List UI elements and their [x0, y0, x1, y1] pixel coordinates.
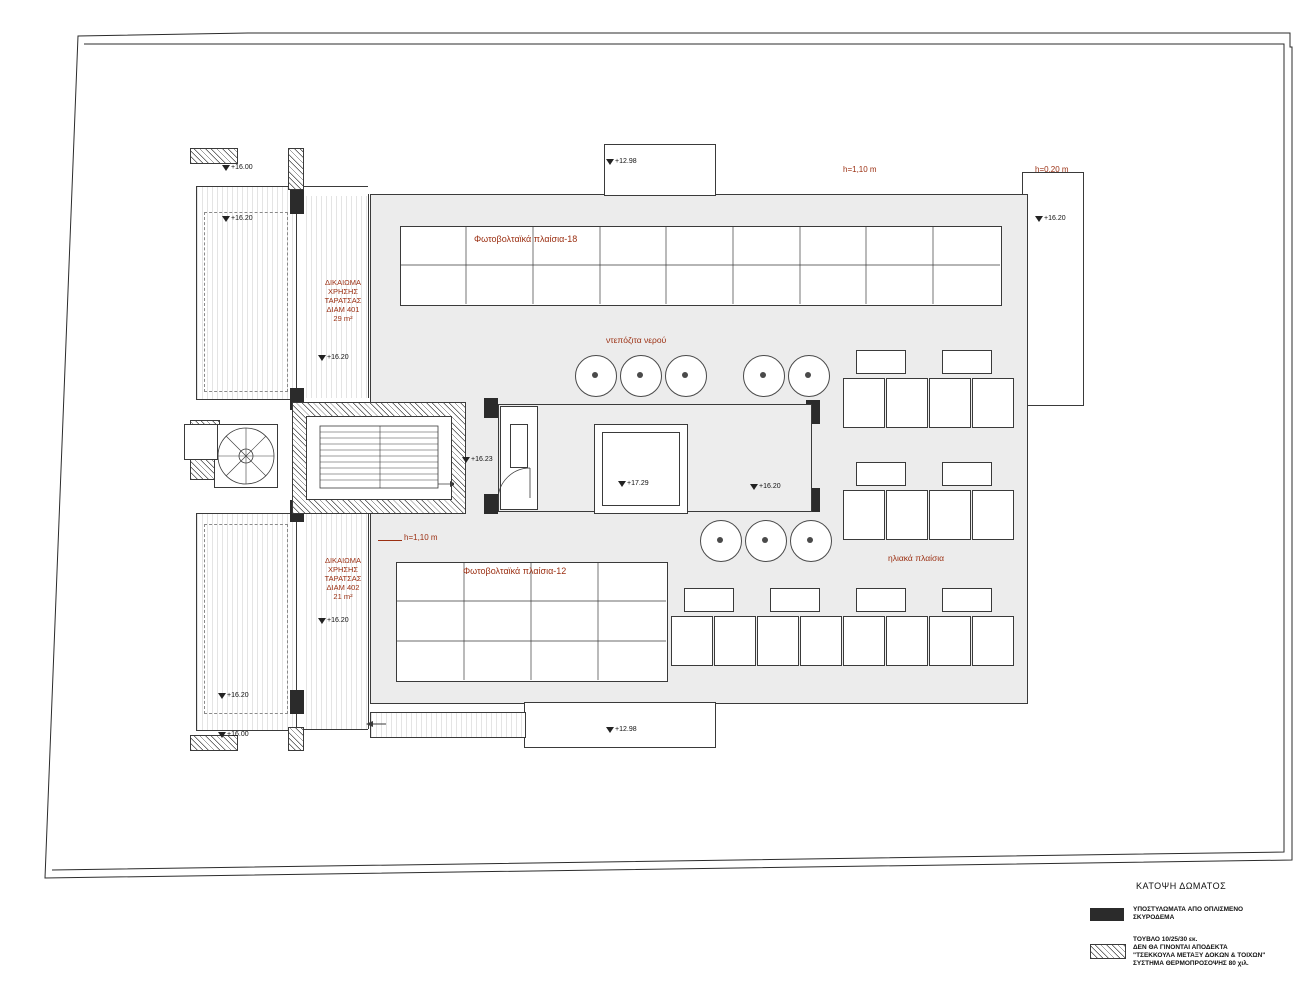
solar-panel [929, 490, 971, 540]
elevation-value: +16.00 [227, 731, 249, 738]
legend-text-concrete [1133, 906, 1243, 922]
solar-panel [972, 616, 1014, 666]
column [290, 190, 304, 214]
pv18-label: Φωτοβολταϊκά πλαίσια-18 [474, 234, 578, 244]
elevation-marker [750, 483, 781, 490]
solar-panel [856, 350, 906, 374]
elevation-value: +16.20 [227, 692, 249, 699]
solar-panel [942, 350, 992, 374]
brick-block [288, 148, 304, 190]
legend-brick-l4: ΣΥΣΤΗΜΑ ΘΕΡΜΟΠΡΟΣΟΨΗΣ 80 χιλ. [1133, 960, 1249, 967]
rights-402-l3: ΤΑΡΑΤΣΑΣ [324, 574, 362, 583]
elevation-value: +16.00 [231, 164, 253, 171]
tank-center [717, 537, 723, 543]
elevation-marker [606, 726, 637, 733]
brick-block [190, 148, 238, 164]
legend-text-brick [1133, 936, 1265, 968]
legend-brick-l1: ΤΟΥΒΛΟ 10/25/30 εκ. [1133, 936, 1198, 943]
solar-panel [972, 490, 1014, 540]
stair-treads [306, 416, 454, 502]
spiral-stair-icon [212, 422, 280, 490]
solar-panel [929, 378, 971, 428]
solar-panel [684, 588, 734, 612]
roof-hatch-inner [602, 432, 680, 506]
solar-panel [843, 490, 885, 540]
solar-panel [886, 490, 928, 540]
legend-concrete-l2: ΣΚΥΡΟΔΕΜΑ [1133, 914, 1175, 921]
rights-402-text [310, 556, 376, 601]
solar-panels-label: ηλιακά πλαίσια [888, 553, 945, 563]
solar-panel [886, 378, 928, 428]
wall-line [296, 729, 368, 730]
elevation-marker [222, 164, 253, 171]
legend-brick-l2: ΔΕΝ ΘΑ ΓΙΝΟΝΤΑΙ ΑΠΟΔΕΚΤΑ [1133, 944, 1228, 951]
rights-401-l5: 29 m² [333, 314, 353, 323]
elevation-value: +16.23 [471, 456, 493, 463]
solar-panel [671, 616, 713, 666]
rights-402-l4: ΔΙΑΜ 402 [326, 583, 360, 592]
tank-center [760, 372, 766, 378]
solar-panel [757, 616, 799, 666]
tank-center [637, 372, 643, 378]
tank-center [762, 537, 768, 543]
tank-center [807, 537, 813, 543]
solar-panel [929, 616, 971, 666]
legend-brick-l3: "ΤΣΕΚΚΟΥΛΑ ΜΕΤΑΞΥ ΔΟΚΩΝ & ΤΟΙΧΩΝ" [1133, 952, 1266, 959]
solar-panel [714, 616, 756, 666]
solar-panel [800, 616, 842, 666]
column [484, 398, 498, 418]
rights-401-l4: ΔΙΑΜ 401 [326, 305, 360, 314]
elevation-marker [1035, 215, 1066, 222]
pv12-label: Φωτοβολταϊκά πλαίσια-12 [463, 566, 567, 576]
rights-401-l3: ΤΑΡΑΤΣΑΣ [324, 296, 362, 305]
legend-swatch-concrete [1090, 908, 1124, 921]
pv-array-12-grid [396, 562, 667, 681]
projection-bottom [524, 702, 716, 748]
elevation-value: +12.98 [615, 158, 637, 165]
brick-block [288, 727, 304, 751]
terrace-401-dashed [204, 212, 288, 392]
elevation-value: +16.20 [231, 215, 253, 222]
elevation-value: +16.20 [1044, 215, 1066, 222]
rights-402-l2: ΧΡΗΣΗΣ [327, 565, 359, 574]
terrace-402-dashed [204, 524, 288, 714]
solar-panel [856, 462, 906, 486]
rights-401-text [310, 278, 376, 323]
tank-center [682, 372, 688, 378]
height-note-mid: h=1,10 m [404, 533, 438, 542]
elevation-marker [606, 158, 637, 165]
solar-panel [856, 588, 906, 612]
elevation-value: +17.29 [627, 480, 649, 487]
direction-arrow [364, 716, 388, 732]
solar-panel [972, 378, 1014, 428]
tank-center [592, 372, 598, 378]
leader-line [378, 540, 402, 541]
bottom-stair-strip [370, 712, 526, 738]
height-note-top: h=1,10 m [843, 165, 877, 174]
tank-center [805, 372, 811, 378]
solar-panel [843, 378, 885, 428]
elevation-marker [462, 456, 493, 463]
elevation-value: +16.20 [327, 617, 349, 624]
elevation-marker [218, 692, 249, 699]
projection-top [604, 144, 716, 196]
solar-panel [843, 616, 885, 666]
wall-line [296, 186, 368, 187]
column [290, 690, 304, 714]
drawing-title: ΚΑΤΟΨΗ ΔΩΜΑΤΟΣ [1136, 881, 1227, 891]
rights-401-l2: ΧΡΗΣΗΣ [327, 287, 359, 296]
small-room [184, 424, 218, 460]
elevation-value: +12.98 [615, 726, 637, 733]
height-note-top-right: h=0,20 m [1035, 165, 1069, 174]
elevation-marker [222, 215, 253, 222]
roof-extension-right [1022, 172, 1084, 406]
rights-401-l1: ΔΙΚΑΙΩΜΑ [324, 278, 362, 287]
solar-panel [942, 588, 992, 612]
solar-panel [886, 616, 928, 666]
door-swing [492, 460, 542, 504]
water-tanks-label: ντεπόζιτα νερού [606, 335, 667, 345]
wall-line [368, 513, 369, 729]
wall-line [296, 186, 297, 398]
elevation-marker [318, 617, 349, 624]
elevation-value: +16.20 [327, 354, 349, 361]
solar-panel [942, 462, 992, 486]
rights-402-l1: ΔΙΚΑΙΩΜΑ [324, 556, 362, 565]
legend-concrete-l1: ΥΠΟΣΤΥΛΩΜΑΤΑ ΑΠΟ ΟΠΛΙΣΜΕΝΟ [1133, 906, 1244, 913]
elevation-value: +16.20 [759, 483, 781, 490]
rights-402-l5: 21 m² [333, 592, 353, 601]
elevation-marker [218, 731, 249, 738]
solar-panel [770, 588, 820, 612]
elevation-marker [618, 480, 649, 487]
legend-swatch-brick [1090, 944, 1126, 959]
elevation-marker [318, 354, 349, 361]
